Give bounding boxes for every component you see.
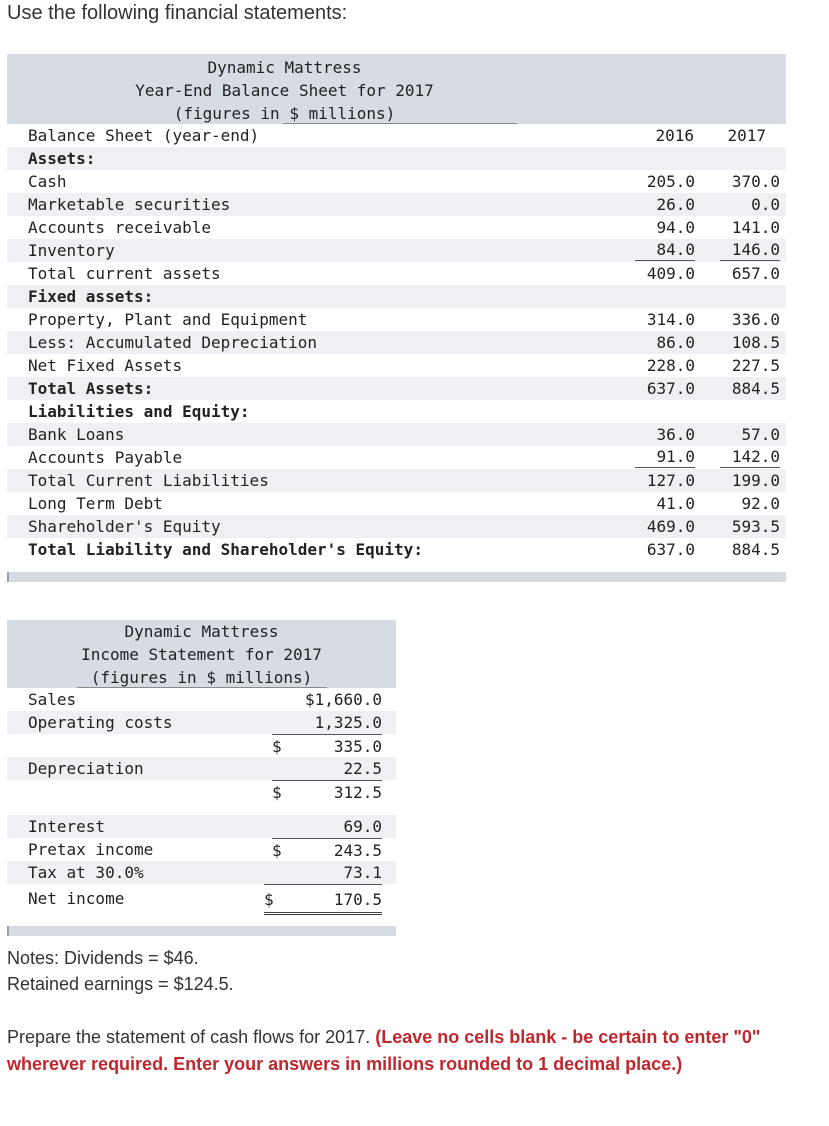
value-2017: 108.5	[731, 333, 780, 352]
income-statement-header	[7, 620, 396, 688]
row-label: Operating costs	[28, 713, 173, 732]
balance-sheet-footer-bar	[7, 572, 786, 582]
spacer-row	[7, 803, 396, 815]
currency-sign: $	[272, 737, 282, 756]
row-label: Long Term Debt	[28, 494, 163, 513]
table-row	[7, 400, 786, 423]
row-label: Property, Plant and Equipment	[28, 310, 308, 329]
table-row	[7, 815, 396, 838]
table-row	[7, 354, 786, 377]
row-label: Cash	[28, 172, 67, 191]
row-value: 73.1	[343, 863, 382, 882]
value-2016: 314.0	[646, 310, 695, 329]
value-2016: 86.0	[656, 333, 695, 352]
row-label: Marketable securities	[28, 195, 231, 214]
table-row	[7, 838, 396, 861]
table-row	[7, 780, 396, 803]
instruction-note: (Leave no cells blank - be certain to enter "0" wherever required. Enter your answers in millions rounded to 1 decimal place.)	[7, 1027, 761, 1074]
table-row	[7, 193, 786, 216]
row-label: Net income	[28, 889, 125, 908]
row-value: 1,325.0	[314, 713, 382, 732]
row-label: Fixed assets:	[28, 287, 154, 306]
table-row	[7, 446, 786, 469]
row-value: 335.0	[333, 737, 382, 756]
row-label: Liabilities and Equity:	[28, 402, 250, 421]
value-2016: 94.0	[656, 218, 695, 237]
table-row	[7, 285, 786, 308]
value-2016: 409.0	[646, 264, 695, 283]
dividends-note: Notes: Dividends = $46.	[7, 948, 199, 968]
row-value: 69.0	[343, 817, 382, 836]
row-label: Pretax income	[28, 840, 154, 859]
row-label: Interest	[28, 817, 106, 836]
income-statement-footer-bar	[7, 926, 396, 936]
table-row	[7, 262, 786, 285]
value-2017: 146.0	[720, 239, 780, 261]
value-2017: 199.0	[731, 471, 780, 490]
row-label: Total Liability and Shareholder's Equity:	[28, 540, 423, 559]
value-2016: 26.0	[656, 195, 695, 214]
balance-sheet-column-header	[7, 124, 786, 147]
row-label: Sales	[28, 690, 77, 709]
column-2016: 2016	[655, 126, 694, 145]
value-2016: 228.0	[646, 356, 695, 375]
row-value: 22.5	[343, 759, 382, 778]
row-value: 170.5	[333, 890, 382, 909]
row-label: Less: Accumulated Depreciation	[28, 333, 317, 352]
income-statement-company: Dynamic Mattress	[124, 622, 279, 641]
row-label: Accounts Payable	[28, 448, 183, 467]
row-label: Assets:	[28, 149, 96, 168]
value-2017: 142.0	[720, 446, 780, 468]
row-value: 243.5	[333, 841, 382, 860]
value-2016: 91.0	[635, 446, 695, 468]
income-statement-units: (figures in $ millions)	[90, 668, 313, 687]
table-row	[7, 170, 786, 193]
table-row	[7, 216, 786, 239]
value-2017: 884.5	[731, 540, 780, 559]
value-2017: 57.0	[741, 425, 780, 444]
value-2017: 370.0	[731, 172, 780, 191]
row-label: Total Assets:	[28, 379, 154, 398]
value-2016: 205.0	[646, 172, 695, 191]
currency-sign: $	[272, 841, 282, 860]
value-2017: 227.5	[731, 356, 780, 375]
row-label: Total current assets	[28, 264, 221, 283]
table-row	[7, 423, 786, 446]
instructions	[7, 1024, 797, 1078]
notes	[7, 945, 234, 997]
column-2017: 2017	[727, 126, 766, 145]
value-2017: 0.0	[751, 195, 780, 214]
value-2016: 637.0	[646, 540, 695, 559]
table-row	[7, 331, 786, 354]
table-row	[7, 308, 786, 331]
table-row	[7, 711, 396, 734]
table-row	[7, 469, 786, 492]
income-statement-title: Income Statement for 2017	[81, 645, 322, 664]
value-2017: 92.0	[741, 494, 780, 513]
balance-sheet-title: Year-End Balance Sheet for 2017	[135, 81, 434, 100]
value-2016: 36.0	[656, 425, 695, 444]
value-2017: 336.0	[731, 310, 780, 329]
balance-sheet-table	[7, 54, 786, 582]
currency-sign: $	[264, 890, 274, 909]
table-row	[7, 861, 396, 884]
value-2017: 141.0	[731, 218, 780, 237]
row-label: Bank Loans	[28, 425, 125, 444]
retained-earnings-note: Retained earnings = $124.5.	[7, 974, 234, 994]
value-2017: 884.5	[731, 379, 780, 398]
table-row	[7, 757, 396, 780]
table-row	[7, 734, 396, 757]
table-row	[7, 688, 396, 711]
row-label: Depreciation	[28, 759, 144, 778]
row-label: Tax at 30.0%	[28, 863, 144, 882]
value-2016: 41.0	[656, 494, 695, 513]
table-row	[7, 884, 396, 914]
row-label: Inventory	[28, 241, 115, 260]
intro-text: Use the following financial statements:	[7, 2, 348, 24]
income-statement-table	[7, 620, 396, 936]
row-value: 312.5	[333, 783, 382, 802]
column-label: Balance Sheet (year-end)	[28, 126, 260, 145]
table-row	[7, 147, 786, 170]
value-2016: 469.0	[646, 517, 695, 536]
value-2017: 593.5	[731, 517, 780, 536]
row-label: Total Current Liabilities	[28, 471, 269, 490]
value-2017: 657.0	[731, 264, 780, 283]
table-row	[7, 515, 786, 538]
row-label: Net Fixed Assets	[28, 356, 183, 375]
table-row	[7, 377, 786, 400]
row-value: $1,660.0	[304, 690, 382, 709]
balance-sheet-company: Dynamic Mattress	[207, 58, 362, 77]
table-row	[7, 538, 786, 561]
balance-sheet-units: (figures in $ millions)	[173, 104, 396, 123]
table-row	[7, 492, 786, 515]
value-2016: 127.0	[646, 471, 695, 490]
row-label: Accounts receivable	[28, 218, 212, 237]
currency-sign: $	[272, 783, 282, 802]
row-label: Shareholder's Equity	[28, 517, 221, 536]
prepare-text: Prepare the statement of cash flows for 2017.	[7, 1027, 371, 1047]
balance-sheet-header	[7, 54, 786, 124]
value-2016: 637.0	[646, 379, 695, 398]
value-2016: 84.0	[635, 239, 695, 261]
table-row	[7, 239, 786, 262]
